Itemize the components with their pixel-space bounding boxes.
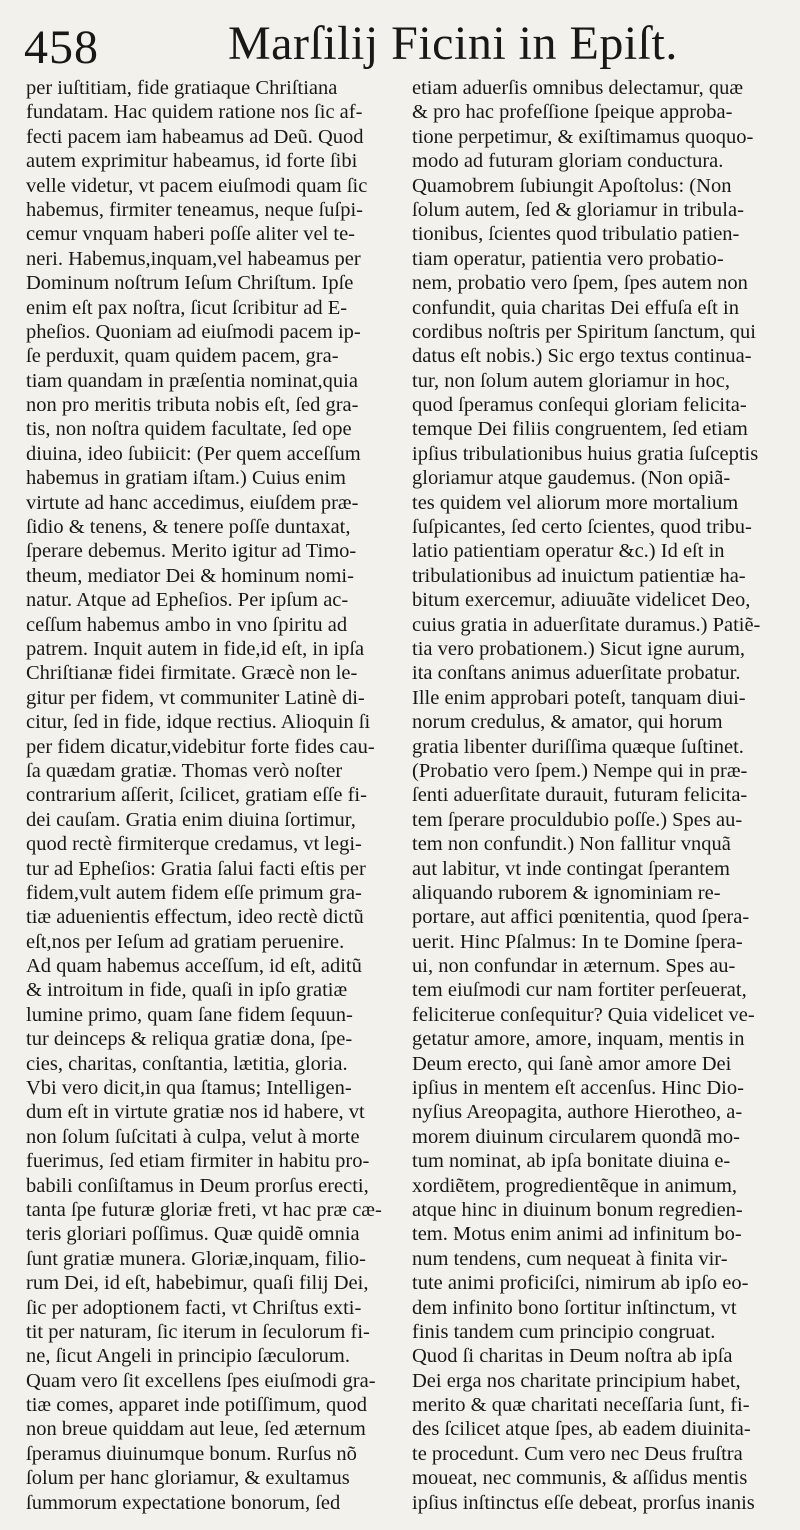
text-line: gitur per fidem, vt communiter Latinè di- <box>26 686 365 709</box>
text-line: diuina, ideo ſubiicit: (Per quem acceſſum <box>26 442 361 465</box>
text-line: ſa quædam gratiæ. Thomas verò noſter <box>26 759 343 782</box>
text-line: ipſius inſtinctus eſſe debeat, prorſus inanis <box>412 1491 755 1514</box>
text-line: fuerimus, ſed etiam firmiter in habitu pro- <box>26 1150 370 1173</box>
text-line: ſolum autem, ſed & gloriamur in tribula- <box>412 198 744 221</box>
text-line: per fidem dicatur,videbitur forte fides cau- <box>26 735 375 758</box>
text-line: gloriamur atque gaudemus. (Non opiã- <box>412 467 731 490</box>
text-line: aliquando ruborem & ignominiam re- <box>412 881 721 904</box>
text-line: Dei erga nos charitate principium habet, <box>412 1369 741 1392</box>
text-line: tribulationibus ad inuictum patientiæ ha- <box>412 564 746 587</box>
text-line: merito & quæ charitati neceſſaria ſunt, fi- <box>412 1394 750 1417</box>
text-line: velle videtur, vt pacem eiuſmodi quam ſic <box>26 174 368 197</box>
text-line: & introitum in fide, quaſi in ipſo gratiæ <box>26 979 348 1002</box>
text-line: temque Dei filiis congruentem, ſed etiam <box>412 418 748 441</box>
text-line: bitum exercemur, adiuuãte videlicet Deo, <box>412 589 751 612</box>
text-line: eſt,nos per Ieſum ad gratiam peruenire. <box>26 930 345 953</box>
text-line: tum nominat, ab ipſa bonitate diuina e- <box>412 1150 731 1173</box>
text-line: tur deinceps & reliqua gratiæ dona, ſpe- <box>26 1028 353 1051</box>
text-line: Ad quam habemus acceſſum, id eſt, aditũ <box>26 955 362 978</box>
text-line: Vbi vero dicit,in qua ſtamus; Intelligen- <box>26 1077 352 1100</box>
text-line: ui, non confundar in æternum. Spes au- <box>412 955 736 978</box>
text-line: tes quidem vel aliorum more mortalium <box>412 491 739 514</box>
text-line: cemur vnquam haberi poſſe aliter vel te- <box>26 223 356 246</box>
text-line: non ſolum ſuſcitati à culpa, velut à morte <box>26 1125 360 1148</box>
text-line: datus eſt nobis.) Sic ergo textus continua- <box>412 345 752 368</box>
text-line: ipſius tribulationibus huius gratia ſuſceptis <box>412 442 759 465</box>
right-text-column <box>412 76 785 1515</box>
text-line: quod rectè firmiterque credamus, vt legi- <box>26 833 362 856</box>
text-line: dei cauſam. Gratia enim diuina ſortimur, <box>26 808 356 831</box>
text-line: citur, ſed in fide, idque rectius. Alioquin ſi <box>26 711 371 734</box>
text-line: tem non confundit.) Non fallitur vnquã <box>412 833 731 856</box>
text-line: ipſius in mentem eſt accenſus. Hinc Dio- <box>412 1077 744 1100</box>
text-line: ſic per adoptionem facti, vt Chriſtus exti- <box>26 1296 362 1319</box>
page-number: 458 <box>24 21 99 74</box>
text-line: cuius gratia in aduerſitate duramus.) Patiẽ- <box>412 613 761 636</box>
text-line: xordiẽtem, progredientẽque in animum, <box>412 1174 738 1197</box>
text-line: fidem,vult autem fidem eſſe primum gra- <box>26 881 362 904</box>
text-line: tionibus, ſcientes quod tribulatio patien- <box>412 223 740 246</box>
text-line: tiam operatur, patientia vero probatio- <box>412 247 724 270</box>
text-line: tem ſperare proculdubio poſſe.) Spes au- <box>412 808 743 831</box>
text-line: quod ſperamus conſequi gloriam felicita- <box>412 394 747 417</box>
text-line: tiæ aduenientis effectum, ideo rectè dictũ <box>26 906 364 929</box>
text-line: atque hinc in diuinum bonum regredien- <box>412 1198 743 1221</box>
text-line: moueat, nec communis, & aſſidus mentis <box>412 1467 748 1490</box>
text-line: ſunt gratiæ munera. Gloriæ,inquam, filio- <box>26 1247 366 1270</box>
text-line: non pro meritis tributa nobis eſt, ſed gra- <box>26 394 359 417</box>
text-line: contrarium aſſerit, ſcilicet, gratiam eſſe fi- <box>26 784 367 807</box>
text-line: tiam quandam in præſentia nominat,quia <box>26 369 358 392</box>
text-line: Quod ſi charitas in Deum noſtra ab ipſa <box>412 1345 733 1368</box>
text-line: babili conſiſtamus in Deum prorſus erecti, <box>26 1174 369 1197</box>
text-line: habemus, firmiter teneamus, neque ſuſpi- <box>26 198 364 221</box>
text-line: (Probatio vero ſpem.) Nempe qui in præ- <box>412 759 748 782</box>
text-line: ſe perduxit, quam quidem pacem, gra- <box>26 345 339 368</box>
text-line: Deum erecto, qui ſanè amor amore Dei <box>412 1052 732 1075</box>
text-line: tem eiuſmodi cur nam fortiter perſeuerat, <box>412 979 747 1002</box>
text-line: des ſcilicet atque ſpes, ab eadem diuinita- <box>412 1418 751 1441</box>
text-line: tia vero probationem.) Sicut igne aurum, <box>412 637 746 660</box>
text-line: Quamobrem ſubiungit Apoſtolus: (Non <box>412 174 732 197</box>
text-line: norum credulus, & amator, qui horum <box>412 711 723 734</box>
text-line: ita conſtans animus aduerſitate probatur. <box>412 662 741 685</box>
text-line: ceſſum habemus ambo in vno ſpiritu ad <box>26 613 348 636</box>
text-line: dem infinito bono ſortitur inſtinctum, vt <box>412 1296 737 1319</box>
text-line: & pro hac profeſſione ſpeique approba- <box>412 101 733 124</box>
text-line: te procedunt. Cum vero nec Deus fruſtra <box>412 1442 743 1465</box>
text-line: non breue quiddam aut leue, ſed æternum <box>26 1418 366 1441</box>
running-head: Marſilij Ficini in Epiſt. <box>228 17 678 70</box>
text-line: lumine primo, quam ſane fidem ſequun- <box>26 1003 353 1026</box>
text-line: Chriſtianæ fidei firmitate. Græcè non le- <box>26 662 358 685</box>
text-line: Ille enim approbari poteſt, tanquam diui- <box>412 686 746 709</box>
text-line: confundit, quia charitas Dei effuſa eſt in <box>412 296 739 319</box>
text-line: getatur amore, amore, inquam, mentis in <box>412 1028 745 1051</box>
text-line: virtute ad hanc accedimus, eiuſdem præ- <box>26 491 359 514</box>
text-line: tur, non ſolum autem gloriamur in hoc, <box>412 369 731 392</box>
text-line: etiam aduerſis omnibus delectamur, quæ <box>412 77 744 99</box>
text-line: patrem. Inquit autem in fide,id eſt, in ipſa <box>26 637 365 660</box>
text-line: aut labitur, vt inde contingat ſperantem <box>412 857 730 880</box>
text-line: ſummorum expectatione bonorum, ſed <box>26 1491 341 1514</box>
text-line: nyſius Areopagita, authore Hierotheo, a- <box>412 1101 743 1124</box>
text-line: fundatam. Hac quidem ratione nos ſic af- <box>26 101 363 124</box>
text-line: tur ad Epheſios: Gratia ſalui facti eſtis per <box>26 857 366 880</box>
text-line: habemus in gratiam iſtam.) Cuius enim <box>26 467 346 490</box>
text-line: Quam vero ſit excellens ſpes eiuſmodi gra- <box>26 1369 376 1392</box>
text-line: ſidio & tenens, & tenere poſſe duntaxat, <box>26 516 351 539</box>
text-line: ſperamus diuinumque bonum. Rurſus nõ <box>26 1442 357 1465</box>
text-line: neri. Habemus,inquam,vel habeamus per <box>26 247 361 270</box>
text-line: ſperare debemus. Merito igitur ad Timo- <box>26 540 357 563</box>
text-line: ſenti aduerſitate durauit, futuram felicita- <box>412 784 748 807</box>
text-line: morem diuinum circularem quondã mo- <box>412 1125 740 1148</box>
text-line: gratia libenter duriſſima quæque ſuſtinet. <box>412 735 744 758</box>
text-line: tione perpetimur, & exiſtimamus quoquo- <box>412 125 754 148</box>
left-text-column <box>26 76 393 1515</box>
text-line: dum eſt in virtute gratiæ nos id habere, vt <box>26 1101 365 1124</box>
text-line: rum Dei, id eſt, habebimur, quaſi filij Dei, <box>26 1272 369 1295</box>
text-line: enim eſt pax noſtra, ſicut ſcribitur ad E- <box>26 296 348 319</box>
text-line: Dominum noſtrum Ieſum Chriſtum. Ipſe <box>26 272 354 295</box>
text-line: ne, ſicut Angeli in principio ſæculorum. <box>26 1345 350 1368</box>
text-line: tanta ſpe futuræ gloriæ freti, vt hac præ cæ- <box>26 1198 382 1221</box>
text-line: teris gloriari poſſimus. Quæ quidẽ omnia <box>26 1223 360 1246</box>
text-line: fecti pacem iam habeamus ad Deũ. Quod <box>26 125 364 148</box>
text-line: latio patientiam operatur &c.) Id eſt in <box>412 540 725 563</box>
text-line: theum, mediator Dei & hominum nomi- <box>26 564 354 587</box>
text-line: natur. Atque ad Epheſios. Per ipſum ac- <box>26 589 349 612</box>
page-header <box>0 12 800 76</box>
text-line: tit per naturam, ſic iterum in ſeculorum fi- <box>26 1320 370 1343</box>
text-line: pheſios. Quoniam ad eiuſmodi pacem ip- <box>26 320 361 343</box>
text-line: ſolum per hanc gloriamur, & exultamus <box>26 1467 350 1490</box>
text-line: portare, aut affici pœnitentia, quod ſpera- <box>412 906 750 929</box>
text-line: tiæ comes, apparet inde potiſſimum, quod <box>26 1394 368 1417</box>
text-line: autem exprimitur habeamus, id forte ſibi <box>26 150 358 173</box>
text-line: cies, charitas, conſtantia, lætitia, gloria. <box>26 1052 348 1075</box>
text-line: finis tandem cum principio congruat. <box>412 1320 716 1343</box>
text-line: tute animi proficiſci, nimirum ab ipſo eo- <box>412 1272 749 1295</box>
text-line: cordibus noſtris per Spiritum ſanctum, qui <box>412 320 756 343</box>
text-line: uerit. Hinc Pſalmus: In te Domine ſpera- <box>412 930 743 953</box>
text-line: num tendens, cum nequeat à finita vir- <box>412 1247 728 1270</box>
text-line: nem, probatio vero ſpem, ſpes autem non <box>412 272 748 295</box>
text-line: tis, non noſtra quidem facultate, ſed ope <box>26 418 352 441</box>
text-line: modo ad futuram gloriam conducturа. <box>412 150 724 173</box>
text-line: per iuſtitiam, fide gratiaque Chriſtiana <box>26 77 338 99</box>
text-line: tem. Motus enim animi ad infinitum bo- <box>412 1223 742 1246</box>
text-line: feliciterue conſequitur? Quia videlicet ve- <box>412 1003 755 1026</box>
text-line: ſuſpicantes, ſed certo ſcientes, quod tribu- <box>412 516 752 539</box>
